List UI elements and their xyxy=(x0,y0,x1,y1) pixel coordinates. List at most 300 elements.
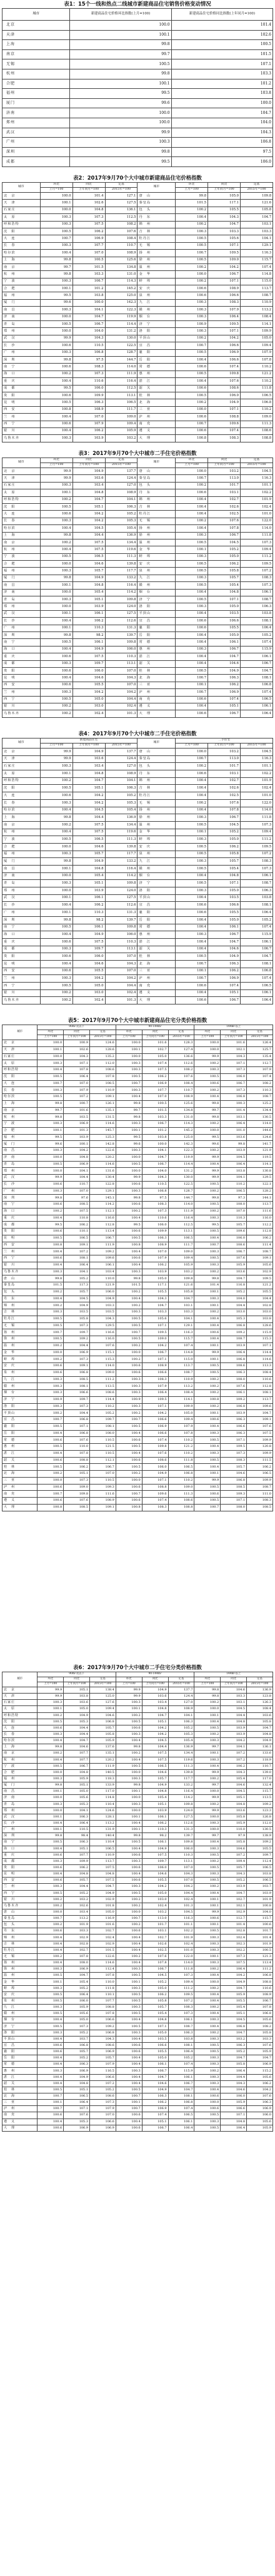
index-cell: 105.2 xyxy=(168,1725,194,1731)
table-row xyxy=(2,1827,273,1833)
index-cell: 103.1 xyxy=(221,1114,247,1121)
index-cell: 99.8 xyxy=(40,916,72,924)
city-cell: 秦皇岛 xyxy=(138,475,176,482)
index-cell: 107.6 xyxy=(90,1342,116,1349)
index-cell: 106.1 xyxy=(240,938,272,946)
index-cell: 107.3 xyxy=(240,582,272,589)
city-cell: 西 宁 xyxy=(2,1255,38,1262)
city-cell: 泉 州 xyxy=(138,851,176,858)
index-cell: 105.3 xyxy=(168,1731,194,1737)
index-cell: 101.5 xyxy=(142,1107,168,1114)
index-cell: 100.2 xyxy=(194,1060,221,1067)
city-cell: 徐 州 xyxy=(138,814,176,822)
index-cell: 110.3 xyxy=(72,625,105,631)
index-cell: 112.4 xyxy=(90,1966,116,1973)
city-cell: 杭州 xyxy=(2,69,70,79)
index-cell: 139.0 xyxy=(247,1769,273,1776)
index-cell: 109.6 xyxy=(90,1255,116,1262)
city-cell: 济 南 xyxy=(2,589,41,596)
city-cell: 银 川 xyxy=(2,427,41,434)
index-cell: 107.0 xyxy=(105,667,138,674)
index-cell: 100.6 xyxy=(116,1437,142,1444)
index-cell: 127.0 xyxy=(105,763,138,770)
index-cell: 106.0 xyxy=(105,931,138,939)
table-row xyxy=(2,1922,273,1928)
index-cell: 106.9 xyxy=(72,235,105,242)
index-cell: 105.4 xyxy=(64,1979,90,1985)
index-cell: 133.2 xyxy=(105,575,138,581)
city-cell: 长 沙 xyxy=(2,618,41,625)
city-cell: 成都 xyxy=(2,157,70,167)
table-row xyxy=(2,371,273,377)
index-cell: 108.0 xyxy=(221,1376,247,1383)
city-cell: 昆 明 xyxy=(2,399,41,406)
city-cell: 沈 阳 xyxy=(2,1719,38,1725)
index-cell: 100.1 xyxy=(40,625,72,631)
index-cell: 100.0 xyxy=(40,589,72,596)
table-2-header-base-2: 定基 xyxy=(240,183,272,188)
index-cell: 105.0 xyxy=(142,1985,168,1991)
table-row xyxy=(2,539,273,546)
index-cell: 126.1 xyxy=(90,1100,116,1107)
table-3-sub-yoy-2: 上年同月=100 xyxy=(208,463,241,468)
table-row xyxy=(2,1706,273,1712)
city-cell: 深 圳 xyxy=(2,356,41,363)
index-cell: 106.6 xyxy=(64,1390,90,1397)
index-cell: 99.8 xyxy=(38,1744,64,1751)
index-cell: 99.9 xyxy=(116,1175,142,1182)
index-cell: 105.3 xyxy=(64,1801,90,1807)
index-cell: 105.0 xyxy=(142,1890,168,1896)
index-cell: 105.3 xyxy=(64,2119,90,2125)
table-4-sub-base: 2015年=100 xyxy=(105,744,138,749)
table-row xyxy=(2,2074,273,2080)
index-cell: 121.9 xyxy=(247,1148,273,1155)
index-cell: 106.1 xyxy=(168,2119,194,2125)
index-cell: 104.6 xyxy=(221,1846,247,1852)
index-cell: 124.4 xyxy=(105,755,138,763)
index-cell: 100.4 xyxy=(116,1935,142,1941)
index-cell: 105.9 xyxy=(247,2125,273,2131)
index-cell: 107.2 xyxy=(221,1757,247,1763)
index-cell: 100.0 xyxy=(38,1909,64,1915)
table-5-body xyxy=(2,1040,273,1511)
index-cell: 107.5 xyxy=(142,1067,168,1074)
city-cell: 丹 东 xyxy=(138,489,176,496)
index-cell: 100.3 xyxy=(40,596,72,603)
index-cell: 115.9 xyxy=(240,646,272,653)
index-cell: 100.4 xyxy=(116,2062,142,2068)
index-cell: 100.1 xyxy=(70,30,171,40)
index-cell: 102.2 xyxy=(240,489,272,496)
city-cell: 海 口 xyxy=(2,646,41,653)
index-cell: 109.6 xyxy=(221,1229,247,1235)
index-cell: 103.8 xyxy=(171,89,272,99)
table-1-body xyxy=(2,21,273,167)
index-cell: 99.9 xyxy=(38,1687,64,1694)
sub-header-mom: 环比 xyxy=(38,1030,64,1035)
table-row xyxy=(2,2119,273,2125)
index-cell: 100.4 xyxy=(176,785,208,792)
index-cell: 112.7 xyxy=(221,1916,247,1922)
index-cell: 111.9 xyxy=(168,1208,194,1215)
index-cell: 111.8 xyxy=(240,385,272,392)
index-cell: 100.3 xyxy=(116,1731,142,1737)
index-cell: 99.5 xyxy=(116,1222,142,1229)
index-cell: 100.1 xyxy=(40,894,72,902)
city-cell: 广 州 xyxy=(2,349,41,356)
index-cell: 100.7 xyxy=(176,421,208,427)
index-cell: 104.2 xyxy=(142,1884,168,1890)
index-cell: 104.3 xyxy=(90,1316,116,1322)
index-cell: 111.3 xyxy=(168,1763,194,1769)
index-cell: 99.6 xyxy=(116,1141,142,1148)
index-cell: 104.3 xyxy=(90,2036,116,2042)
index-cell: 110.5 xyxy=(142,1181,168,1188)
index-cell: 104.7 xyxy=(247,1725,273,1731)
index-cell: 105.4 xyxy=(105,807,138,814)
index-cell: 104.8 xyxy=(247,1731,273,1737)
index-cell: 100.4 xyxy=(176,503,208,510)
index-cell: 104.6 xyxy=(208,660,241,667)
table-row xyxy=(2,561,273,568)
table-5-section xyxy=(0,1016,275,1664)
index-cell: 107.5 xyxy=(90,1864,116,1871)
index-cell: 111.8 xyxy=(168,1966,194,1973)
index-cell: 105.1 xyxy=(72,596,105,603)
table-row xyxy=(2,49,273,59)
table-row xyxy=(2,858,273,866)
city-cell: 蚌 埠 xyxy=(2,1985,38,1991)
index-cell: 108.9 xyxy=(208,285,241,292)
index-cell: 107.5 xyxy=(247,1430,273,1437)
index-cell: 105.3 xyxy=(105,799,138,807)
index-cell: 100.3 xyxy=(176,858,208,866)
index-cell: 104.5 xyxy=(221,1789,247,1795)
city-cell: 湛 江 xyxy=(138,938,176,946)
city-cell: 无 锡 xyxy=(138,799,176,807)
index-cell: 100.4 xyxy=(38,1757,64,1763)
index-cell: 105.8 xyxy=(208,851,241,858)
index-cell: 106.7 xyxy=(221,1080,247,1087)
city-cell: 贵 阳 xyxy=(2,667,41,674)
index-cell: 109.5 xyxy=(240,843,272,851)
city-cell: 宁 波 xyxy=(2,1763,38,1769)
table-2-header-mom-2: 环比 xyxy=(176,183,208,188)
index-cell: 106.4 xyxy=(208,314,241,320)
index-cell: 99.8 xyxy=(116,1114,142,1121)
index-cell: 100.0 xyxy=(40,328,72,335)
index-cell: 110.3 xyxy=(168,1852,194,1858)
index-cell: 100.0 xyxy=(40,872,72,880)
index-cell: 135.1 xyxy=(90,1107,116,1114)
table-row xyxy=(2,1820,273,1826)
index-cell: 107.3 xyxy=(221,1953,247,1960)
index-cell: 105.9 xyxy=(168,1262,194,1269)
index-cell: 100.0 xyxy=(116,1154,142,1161)
index-cell: 106.3 xyxy=(208,675,241,682)
table-row xyxy=(2,887,273,895)
index-cell: 104.4 xyxy=(64,1731,90,1737)
city-cell: 厦 门 xyxy=(2,1782,38,1789)
index-cell: 100.6 xyxy=(194,2106,221,2112)
index-cell: 100.2 xyxy=(38,1751,64,1757)
index-cell: 100.1 xyxy=(38,1046,64,1053)
index-cell: 100.4 xyxy=(176,792,208,800)
index-cell: 100.2 xyxy=(116,1356,142,1363)
index-cell: 106.2 xyxy=(64,1864,90,1871)
index-cell: 103.4 xyxy=(72,763,105,770)
index-cell: 106.9 xyxy=(142,1423,168,1430)
index-cell: 107.3 xyxy=(64,1403,90,1410)
city-cell: 西 安 xyxy=(2,1242,38,1249)
index-cell: 106.9 xyxy=(208,349,241,356)
index-cell: 100.4 xyxy=(176,660,208,667)
index-cell: 100.0 xyxy=(70,118,171,128)
city-cell: 扬 州 xyxy=(2,1329,38,1336)
index-cell: 119.5 xyxy=(247,1154,273,1161)
index-cell: 106.8 xyxy=(64,1369,90,1376)
index-cell: 100.6 xyxy=(38,1181,64,1188)
index-cell: 106.4 xyxy=(221,2068,247,2074)
city-cell: 合 肥 xyxy=(2,1127,38,1134)
index-cell: 103.8 xyxy=(247,1316,273,1322)
index-cell: 106.7 xyxy=(142,1161,168,1168)
index-cell: 100.4 xyxy=(194,1235,221,1242)
index-cell: 99.8 xyxy=(40,271,72,278)
index-cell: 104.9 xyxy=(208,399,241,406)
index-cell: 100.2 xyxy=(38,1903,64,1909)
city-cell: 合 肥 xyxy=(2,561,41,568)
city-cell: 宁 波 xyxy=(2,553,41,560)
index-cell: 108.3 xyxy=(142,1504,168,1511)
index-cell: 100.8 xyxy=(38,1242,64,1249)
index-cell: 100.4 xyxy=(40,902,72,909)
index-cell: 113.7 xyxy=(247,1396,273,1403)
index-cell: 100.2 xyxy=(176,221,208,228)
index-cell: 100.2 xyxy=(194,1985,221,1991)
index-cell: 124.6 xyxy=(90,1807,116,1814)
index-cell: 101.4 xyxy=(221,1922,247,1928)
index-cell: 100.2 xyxy=(116,1751,142,1757)
index-cell: 101.4 xyxy=(247,1935,273,1941)
city-cell: 呼和浩特 xyxy=(2,777,41,785)
unit-header-yoy: 上年同月=100 xyxy=(142,1035,168,1040)
index-cell: 100.7 xyxy=(176,755,208,763)
index-cell: 102.5 xyxy=(208,511,241,518)
index-cell: 105.5 xyxy=(247,1289,273,1296)
index-cell: 100.3 xyxy=(176,228,208,235)
index-cell: 103.8 xyxy=(168,2036,194,2042)
index-cell: 100.5 xyxy=(116,1839,142,1846)
index-cell: 107.8 xyxy=(168,1430,194,1437)
city-cell: 南 京 xyxy=(2,1107,38,1114)
index-cell: 100.4 xyxy=(38,1067,64,1074)
index-cell: 105.0 xyxy=(90,1909,116,1915)
index-cell: 107.7 xyxy=(64,1852,90,1858)
index-cell: 114.4 xyxy=(168,1161,194,1168)
index-cell: 100.1 xyxy=(64,1141,90,1148)
index-cell: 100.2 xyxy=(194,1208,221,1215)
index-cell: 105.1 xyxy=(72,785,105,792)
index-cell: 103.3 xyxy=(64,1928,90,1935)
index-cell: 129.1 xyxy=(90,1188,116,1195)
index-cell: 104.1 xyxy=(64,1168,90,1175)
table-2-header-mom: 环比 xyxy=(40,183,72,188)
index-cell: 125.3 xyxy=(90,1134,116,1141)
index-cell: 99.7 xyxy=(116,1107,142,1114)
table-row xyxy=(2,235,273,242)
table-row xyxy=(2,2042,273,2048)
city-cell: 乌鲁木齐 xyxy=(2,1903,38,1909)
index-cell: 106.9 xyxy=(247,2062,273,2068)
table-row xyxy=(2,755,273,763)
index-cell: 104.6 xyxy=(221,1782,247,1789)
index-cell: 106.1 xyxy=(240,989,272,997)
index-cell: 106.3 xyxy=(142,1235,168,1242)
table-3-sub-mom: 上月=100 xyxy=(40,463,72,468)
index-cell: 107.5 xyxy=(72,829,105,836)
index-cell: 100.1 xyxy=(116,1789,142,1795)
index-cell: 100.4 xyxy=(194,1890,221,1896)
index-cell: 100.5 xyxy=(176,568,208,575)
index-cell: 103.3 xyxy=(168,1309,194,1316)
index-cell: 105.7 xyxy=(208,858,241,866)
table-row xyxy=(2,836,273,844)
index-cell: 107.8 xyxy=(90,1973,116,1979)
index-cell: 104.2 xyxy=(72,511,105,518)
index-cell: 100.0 xyxy=(70,108,171,118)
index-cell: 100.6 xyxy=(116,1852,142,1858)
index-cell: 106.9 xyxy=(247,2106,273,2112)
index-cell: 121.9 xyxy=(90,1282,116,1289)
index-cell: 106.9 xyxy=(64,1349,90,1356)
index-cell: 106.0 xyxy=(64,1998,90,2004)
index-cell: 106.4 xyxy=(240,625,272,631)
index-cell: 100.2 xyxy=(116,1208,142,1215)
index-cell: 136.9 xyxy=(168,1744,194,1751)
city-cell: 遵 义 xyxy=(2,2119,38,2125)
index-cell: 126.3 xyxy=(247,1700,273,1706)
city-cell: 泉 州 xyxy=(2,1369,38,1376)
index-cell: 100.0 xyxy=(116,1807,142,1814)
city-cell: 青 岛 xyxy=(2,1161,38,1168)
table-row xyxy=(2,138,273,148)
index-cell: 101.5 xyxy=(72,263,105,270)
index-cell: 107.5 xyxy=(72,539,105,546)
index-cell: 102.4 xyxy=(240,785,272,792)
index-cell: 100.6 xyxy=(38,2049,64,2055)
index-cell: 107.7 xyxy=(142,1087,168,1094)
index-cell: 107.4 xyxy=(247,1073,273,1080)
city-cell: 襄 阳 xyxy=(2,1423,38,1430)
city-cell: 锦 州 xyxy=(2,1935,38,1941)
index-cell: 100.5 xyxy=(171,40,272,50)
index-cell: 106.8 xyxy=(90,1719,116,1725)
index-cell: 105.0 xyxy=(240,335,272,342)
city-cell: 南 昌 xyxy=(2,307,41,314)
city-cell: 秦皇岛 xyxy=(138,200,176,207)
index-cell: 106.8 xyxy=(64,1417,90,1424)
index-cell: 107.0 xyxy=(142,1249,168,1255)
index-cell: 107.4 xyxy=(208,696,241,703)
index-cell: 106.8 xyxy=(221,1403,247,1410)
table-row xyxy=(2,1953,273,1960)
table-row xyxy=(2,1744,273,1751)
index-cell: 100.6 xyxy=(176,983,208,990)
index-cell: 100.5 xyxy=(194,1878,221,1884)
index-cell: 100.3 xyxy=(116,1188,142,1195)
city-cell: 深 圳 xyxy=(2,916,41,924)
index-cell: 100.0 xyxy=(194,1046,221,1053)
index-cell: 103.5 xyxy=(64,1309,90,1316)
city-cell: 长 沙 xyxy=(2,1181,38,1188)
index-cell: 108.6 xyxy=(221,1363,247,1370)
unit-header-mom: 上月=100 xyxy=(116,1682,142,1687)
index-cell: 100.5 xyxy=(176,392,208,399)
index-cell: 100.4 xyxy=(116,1820,142,1826)
index-cell: 100.5 xyxy=(40,228,72,235)
index-cell: 102.4 xyxy=(168,1896,194,1903)
index-cell: 104.5 xyxy=(208,821,241,829)
city-cell: 大 理 xyxy=(2,2125,38,2131)
index-cell: 139.7 xyxy=(105,916,138,924)
index-cell: 104.2 xyxy=(208,335,241,342)
city-cell: 郑 州 xyxy=(2,1168,38,1175)
index-cell: 102.6 xyxy=(72,200,105,207)
index-cell: 100.5 xyxy=(116,1763,142,1769)
index-cell: 107.2 xyxy=(90,2080,116,2087)
index-cell: 102.6 xyxy=(142,1941,168,1947)
table-row xyxy=(2,349,273,356)
table-row xyxy=(2,1161,273,1168)
index-cell: 108.8 xyxy=(168,1504,194,1511)
index-cell: 100.0 xyxy=(72,299,105,306)
index-cell: 100.3 xyxy=(38,1087,64,1094)
index-cell: 100.4 xyxy=(176,916,208,924)
index-cell: 109.7 xyxy=(64,1396,90,1403)
index-cell: 107.9 xyxy=(90,2062,116,2068)
index-cell: 105.8 xyxy=(221,2062,247,2068)
index-cell: 100.3 xyxy=(40,435,72,442)
city-cell: 岳 阳 xyxy=(2,2055,38,2062)
city-cell: 秦皇岛 xyxy=(2,1916,38,1922)
index-cell: 106.1 xyxy=(240,703,272,710)
index-cell: 100.9 xyxy=(116,1396,142,1403)
index-cell: 100.4 xyxy=(176,924,208,931)
index-cell: 99.8 xyxy=(38,1195,64,1202)
index-cell: 110.2 xyxy=(168,1450,194,1457)
table-row xyxy=(2,271,273,278)
table-row xyxy=(2,1807,273,1814)
index-cell: 103.6 xyxy=(247,1712,273,1719)
index-cell: 124.0 xyxy=(168,1807,194,1814)
index-cell: 100.5 xyxy=(116,1444,142,1451)
index-cell: 105.2 xyxy=(105,792,138,800)
index-cell: 144.7 xyxy=(168,1195,194,1202)
index-cell: 100.5 xyxy=(38,1423,64,1430)
index-cell: 100.6 xyxy=(38,1457,64,1464)
index-cell: 110.6 xyxy=(247,1376,273,1383)
city-cell: 洛 阳 xyxy=(138,887,176,895)
index-cell: 131.0 xyxy=(168,1114,194,1121)
index-cell: 100.0 xyxy=(194,1706,221,1712)
index-cell: 104.4 xyxy=(142,1744,168,1751)
index-cell: 100.5 xyxy=(194,1725,221,1731)
index-cell: 100.6 xyxy=(38,1255,64,1262)
city-cell: 泸 州 xyxy=(138,689,176,696)
index-cell: 105.4 xyxy=(221,1776,247,1782)
